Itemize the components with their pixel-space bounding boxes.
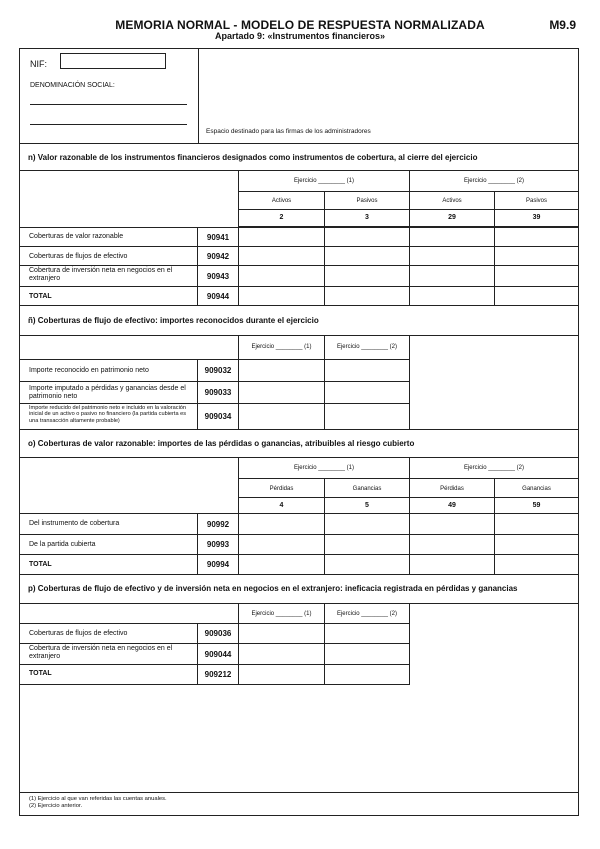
section-o-title: o) Coberturas de valor razonable: importes de las pérdidas o ganancias, atribuibles al riesgo cubierto <box>28 439 415 448</box>
nif-field[interactable] <box>60 53 166 69</box>
section-p-code-909036: 909036 <box>197 623 239 644</box>
section-n-row-label: Cobertura de inversión neta en negocios en el extranjero <box>29 267 173 282</box>
input-cell[interactable] <box>494 513 579 535</box>
section-n-col-2: Pasivos <box>324 191 410 210</box>
section-enye-title: ñ) Coberturas de flujo de efectivo: importes reconocidos durante el ejercicio <box>28 316 319 325</box>
section-p-row-label: Cobertura de inversión neta en negocios en el extranjero <box>29 645 173 660</box>
section-o-code-90992: 90992 <box>197 513 239 535</box>
denominacion-line-2[interactable] <box>30 124 187 125</box>
section-n-code-90943: 90943 <box>197 265 239 287</box>
section-enye-row-label: Importe reducido del patrimonio neto e incluido en la valoración inicial de un activo o pasivo no financiero (la partida cubierta es una transacción altamente probable) <box>29 405 187 424</box>
section-o-col-2: Ganancias <box>324 478 410 498</box>
firmas-label: Espacio destinado para las firmas de los administradores <box>206 128 371 135</box>
section-o-colcode-2: 5 <box>324 497 410 514</box>
input-cell[interactable] <box>409 534 495 555</box>
section-enye-row-label: Importe reconocido en patrimonio neto <box>29 367 149 374</box>
section-o-colcode-1: 4 <box>238 497 325 514</box>
section-o-col-1: Pérdidas <box>238 478 325 498</box>
section-n-col-3: Activos <box>409 191 495 210</box>
section-p-row-label: Coberturas de flujos de efectivo <box>29 630 128 637</box>
denominacion-label: DENOMINACIÓN SOCIAL: <box>30 82 115 89</box>
section-p-row-label: TOTAL <box>29 670 52 677</box>
input-cell[interactable] <box>409 246 495 266</box>
section-p-ejercicio-2: Ejercicio ________ (2) <box>324 603 410 624</box>
section-n-row-label: Coberturas de valor razonable <box>29 233 124 240</box>
input-cell[interactable] <box>324 623 410 644</box>
section-n-code-90941: 90941 <box>197 227 239 247</box>
input-cell[interactable] <box>238 359 325 382</box>
section-p-code-909044: 909044 <box>197 643 239 665</box>
section-n-row-label: TOTAL <box>29 293 52 300</box>
input-cell[interactable] <box>238 227 325 247</box>
section-n-col-1: Activos <box>238 191 325 210</box>
section-enye-row-label: Importe imputado a pérdidas y ganancias desde el patrimonio neto <box>29 385 186 400</box>
input-cell[interactable] <box>238 403 325 430</box>
input-cell[interactable] <box>409 227 495 247</box>
section-o-ejercicio-1: Ejercicio ________ (1) <box>238 457 410 479</box>
input-cell[interactable] <box>494 246 579 266</box>
section-p-code-909212: 909212 <box>197 664 239 685</box>
section-o-code-90993: 90993 <box>197 534 239 555</box>
section-enye-ejercicio-2: Ejercicio ________ (2) <box>324 335 410 360</box>
section-n-ejercicio-2: Ejercicio ________ (2) <box>409 170 579 192</box>
input-cell[interactable] <box>238 534 325 555</box>
input-cell[interactable] <box>238 554 325 575</box>
footnote-1: (1) Ejercicio al que van referidas las cuentas anuales. <box>29 796 167 802</box>
input-cell[interactable] <box>494 554 579 575</box>
input-cell[interactable] <box>324 265 410 287</box>
section-p-ejercicio-1: Ejercicio ________ (1) <box>238 603 325 624</box>
input-cell[interactable] <box>494 534 579 555</box>
input-cell[interactable] <box>238 513 325 535</box>
section-n-row-label: Coberturas de flujos de efectivo <box>29 253 128 260</box>
input-cell[interactable] <box>238 381 325 404</box>
input-cell[interactable] <box>324 554 410 575</box>
section-n-ejercicio-1: Ejercicio ________ (1) <box>238 170 410 192</box>
section-o-col-4: Ganancias <box>494 478 579 498</box>
input-cell[interactable] <box>494 286 579 306</box>
input-cell[interactable] <box>238 623 325 644</box>
section-o-row-label: Del instrumento de cobertura <box>29 520 120 527</box>
section-p-title: p) Coberturas de flujo de efectivo y de inversión neta en negocios en el extranjero: ineficacia registrada en pérdidas y ganancias <box>28 584 518 593</box>
nif-label: NIF: <box>30 59 47 69</box>
input-cell[interactable] <box>324 534 410 555</box>
input-cell[interactable] <box>494 265 579 287</box>
footnote-2: (2) Ejercicio anterior. <box>29 803 83 809</box>
form-code: M9.9 <box>549 18 576 32</box>
section-n-code-90944: 90944 <box>197 286 239 306</box>
section-n-colcode-3: 29 <box>409 209 495 227</box>
input-cell[interactable] <box>324 403 410 430</box>
section-o-colcode-3: 49 <box>409 497 495 514</box>
input-cell[interactable] <box>409 286 495 306</box>
section-n-title: n) Valor razonable de los instrumentos financieros designados como instrumentos de cobertura, al cierre del ejercicio <box>28 153 478 162</box>
section-n-code-90942: 90942 <box>197 246 239 266</box>
input-cell[interactable] <box>324 227 410 247</box>
section-o-row-label: TOTAL <box>29 561 52 568</box>
input-cell[interactable] <box>238 643 325 665</box>
section-enye-code-909032: 909032 <box>197 359 239 382</box>
section-n-col-4: Pasivos <box>494 191 579 210</box>
input-cell[interactable] <box>324 246 410 266</box>
input-cell[interactable] <box>409 265 495 287</box>
input-cell[interactable] <box>238 664 325 685</box>
section-n-colcode-4: 39 <box>494 209 579 227</box>
input-cell[interactable] <box>238 246 325 266</box>
section-o-code-90994: 90994 <box>197 554 239 575</box>
section-n-colcode-1: 2 <box>238 209 325 227</box>
input-cell[interactable] <box>324 286 410 306</box>
section-o-row-label: De la partida cubierta <box>29 541 96 548</box>
input-cell[interactable] <box>324 381 410 404</box>
section-enye-ejercicio-1: Ejercicio ________ (1) <box>238 335 325 360</box>
page-title: MEMORIA NORMAL - MODELO DE RESPUESTA NORMALIZADA <box>115 18 485 32</box>
input-cell[interactable] <box>238 286 325 306</box>
section-o-colcode-4: 59 <box>494 497 579 514</box>
section-enye-code-909033: 909033 <box>197 381 239 404</box>
form-frame <box>19 48 579 816</box>
page-subtitle: Apartado 9: «Instrumentos financieros» <box>214 31 386 41</box>
input-cell[interactable] <box>324 664 410 685</box>
input-cell[interactable] <box>409 554 495 575</box>
denominacion-line-1[interactable] <box>30 104 187 105</box>
input-cell[interactable] <box>324 513 410 535</box>
section-o-col-3: Pérdidas <box>409 478 495 498</box>
input-cell[interactable] <box>238 265 325 287</box>
section-o-ejercicio-2: Ejercicio ________ (2) <box>409 457 579 479</box>
section-enye-code-909034: 909034 <box>197 403 239 430</box>
input-cell[interactable] <box>324 643 410 665</box>
input-cell[interactable] <box>494 227 579 247</box>
input-cell[interactable] <box>324 359 410 382</box>
section-n-colcode-2: 3 <box>324 209 410 227</box>
input-cell[interactable] <box>409 513 495 535</box>
